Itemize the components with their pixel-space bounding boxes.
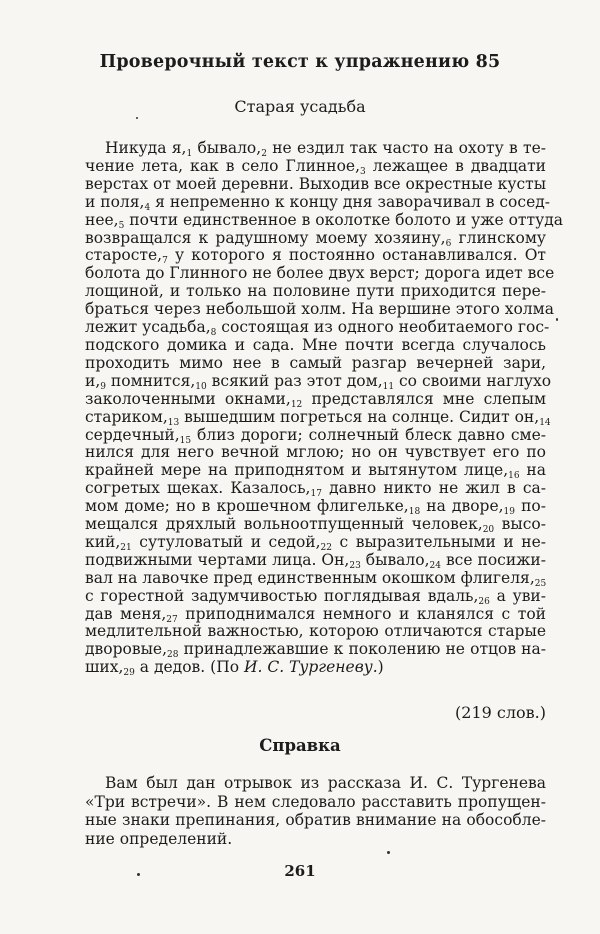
text-title: Старая усадьба <box>234 97 366 116</box>
punctuation-number: 12 <box>290 399 303 410</box>
scan-speck <box>387 851 390 854</box>
text-line: браться через небольшой холм. На вершине этого холма <box>85 300 554 319</box>
punctuation-number: 17 <box>310 489 322 500</box>
punctuation-number: 9 <box>100 381 106 392</box>
text-line: $кий,_{21}$ сутуловатый и $седой,_{22}$ с выразительными и не- <box>85 532 546 553</box>
section-title: Справка <box>259 736 341 755</box>
punctuation-number: 3 <box>360 166 366 177</box>
punctuation-number: 1 <box>186 149 193 159</box>
text-line: болота до Глинного не более двух верст; дорога идет все <box>85 264 555 283</box>
text-line: подвижными чертами лица. $Он,_{23}$ $бывало,_{24}$ все посижи- <box>85 550 547 571</box>
exercise-heading: Проверочный текст к упражнению 85 <box>99 52 501 72</box>
author-name: И. С. Тургеневу. <box>243 658 378 677</box>
punctuation-number: 11 <box>382 381 395 392</box>
text-line: согретых щеках. $Казалось,_{17}$ давно никто не жил в са- <box>85 479 546 500</box>
punctuation-number: 8 <box>210 328 217 339</box>
punctuation-number: 7 <box>162 256 168 267</box>
note-line: Вам был дан отрывок из рассказа И. С. Тургенева <box>105 774 546 792</box>
text-line: верстах от моей деревни. Выходив все окрестные кусты <box>85 174 547 193</box>
punctuation-number: 19 <box>503 507 515 518</box>
punctuation-number: 10 <box>195 381 207 392</box>
punctuation-number: 14 <box>539 417 551 428</box>
note-line: ние определений. <box>85 829 233 848</box>
punctuation-number: 18 <box>408 507 421 518</box>
note-line: ные знаки препинания, обратив внимание на обособле- <box>85 811 546 829</box>
punctuation-number: 2 <box>261 149 267 159</box>
page-number: 261 <box>284 862 316 880</box>
text-line: с горестной задумчивостью поглядывая $вдаль,_{26}$ а уви- <box>85 586 546 607</box>
text-line: $сердечный,_{15}$ близ дороги; солнечный блеск давно сме- <box>85 425 546 446</box>
text-line: вал на лавочке пред единственным окошком $флигеля,_{25}$ <box>85 568 547 589</box>
punctuation-number: 26 <box>478 596 490 607</box>
punctuation-number: 29 <box>123 668 135 679</box>
text-line: медлительной важностью, которою отличаются старые <box>85 622 546 641</box>
text-line: $ших,_{29}$ а дедов. (По И. С. Тургеневу.) <box>85 658 384 679</box>
punctuation-number: 25 <box>534 578 547 589</box>
text-line: лощиной, и только на половине пути приходится пере- <box>85 282 546 301</box>
punctuation-number: 27 <box>166 614 178 625</box>
text-line: чение лета, как в село $Глинное,_3$ лежащее в двадцати <box>85 156 546 177</box>
text-line: нился для него вечной мглою; но он чувствует его по <box>85 443 546 462</box>
text-line: проходить мимо нее в самый разгар вечерней зари, <box>85 353 546 372</box>
text-line: заколоченными $окнами,_{12}$ представлялся мне слепым <box>85 389 546 410</box>
word-count: (219 слов.) <box>455 703 546 722</box>
punctuation-number: 16 <box>508 471 520 482</box>
punctuation-number: 15 <box>179 435 192 446</box>
text-line: подского домика и сада. Мне почти всегда случалось <box>85 335 546 354</box>
punctuation-number: 13 <box>167 417 180 428</box>
text-line: $дворовые,_{28}$ принадлежавшие к поколению не отцов на- <box>85 640 546 661</box>
text-line: Никуда $я,_1$ $бывало,_2$ не ездил так часто на охоту в те- <box>105 139 547 159</box>
scan-speck <box>136 117 138 119</box>
text-line: дав $меня,_{27}$ приподнимался немного и кланялся с той <box>85 604 546 625</box>
main-text <box>85 139 563 679</box>
punctuation-number: 4 <box>144 202 151 213</box>
note-line: «Три встречи». В нем следовало расставить пропущен- <box>85 792 546 811</box>
text-line: $стариком,_{13}$ вышедшим погреться на солнце. Сидит $он,_{14}$ <box>85 407 551 428</box>
text-line: $нее,_5$ почти единственное в околотке болото и уже оттуда <box>85 210 563 231</box>
punctuation-number: 20 <box>482 525 495 536</box>
punctuation-number: 22 <box>320 542 332 553</box>
text-line: лежит $усадьба,_8$ состоящая из одного необитаемого гос- <box>85 318 550 339</box>
punctuation-number: 5 <box>118 220 125 231</box>
punctuation-number: 23 <box>349 560 361 571</box>
text-line: мом доме; но в крошечном $флигельке,_{18}$ на $дворе,_{19}$ по- <box>85 497 546 518</box>
reference-note <box>85 774 546 848</box>
text-line: возвращался к радушному моему $хозяину,_6$ глинскому <box>85 228 546 249</box>
text-line: $старосте,_7$ у которого я постоянно останавливался. От <box>85 246 546 267</box>
punctuation-number: 6 <box>445 238 452 249</box>
text-line: и $поля,_4$ я непременно к концу дня заворачивал в сосед- <box>85 192 551 213</box>
text-line: $и,_9$ $помнится,_{10}$ всякий раз этот $дом,_{11}$ со своими наглухо <box>85 371 552 392</box>
punctuation-number: 24 <box>429 560 441 571</box>
scan-speck <box>556 318 558 321</box>
punctuation-number: 28 <box>167 650 179 661</box>
text-line: крайней мере на приподнятом и вытянутом $лице,_{16}$ на <box>85 461 546 482</box>
scan-speck <box>137 873 140 876</box>
text-line: мещался дряхлый вольноотпущенный $человек,_{20}$ высо- <box>85 515 546 536</box>
punctuation-number: 21 <box>120 542 132 553</box>
